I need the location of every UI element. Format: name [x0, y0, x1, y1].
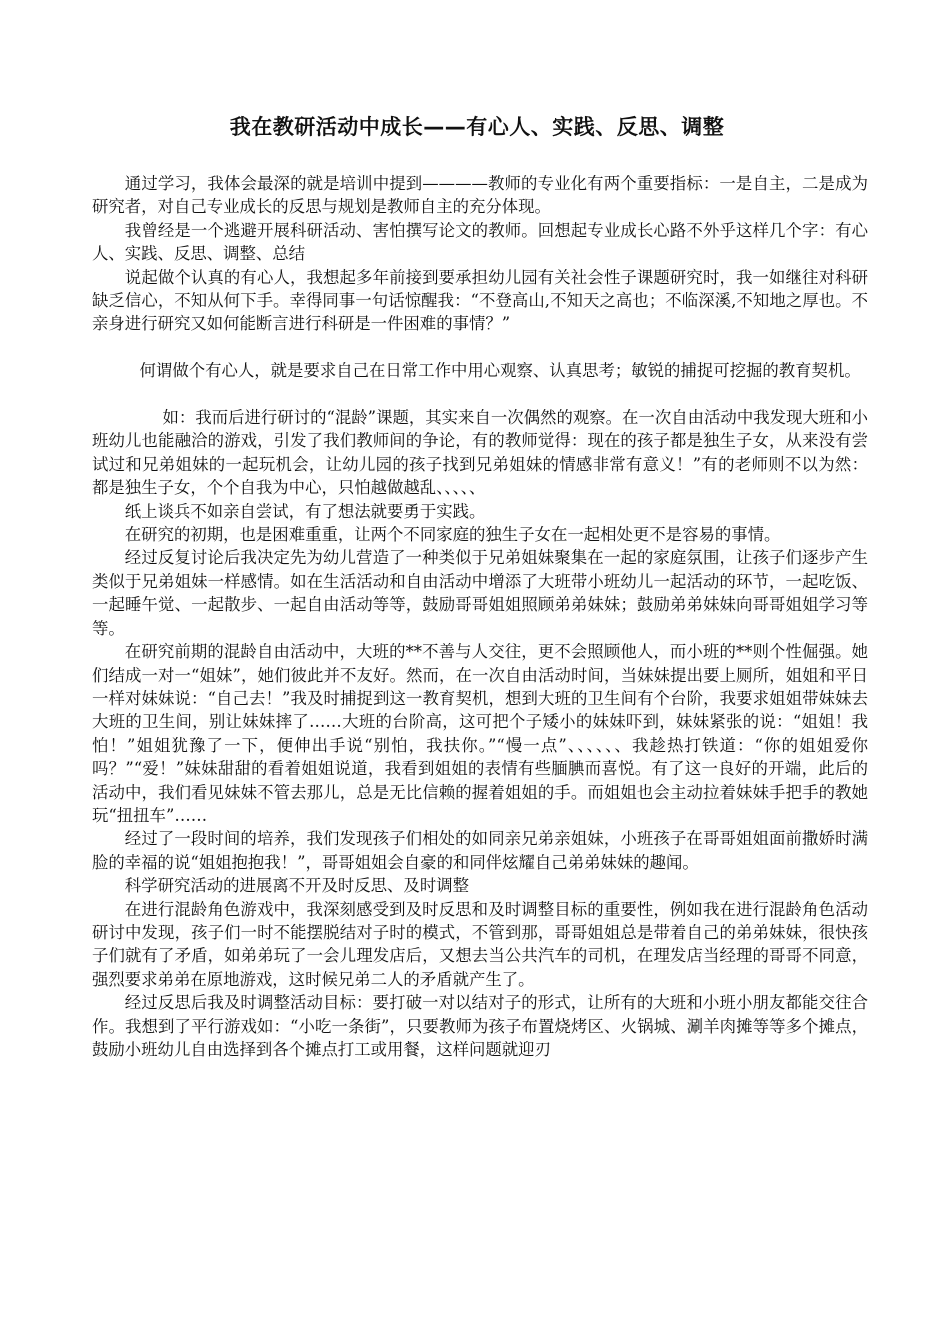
paragraph-6: 纸上谈兵不如亲自尝试，有了想法就要勇于实践。: [124, 501, 486, 521]
paragraph-12: 在进行混龄角色游戏中，我深刻感受到及时反思和及时调整目标的重要性，例如我在进行混龄角色活动研讨中发现，孩子们一时不能摆脱结对子时的模式，不管到那，哥哥姐姐总是带着自己的弟弟妹妹，很快孩子们就有了矛盾，如弟弟玩了一会儿理发店后，又想去当公共汽车的司机，在理发店当经理的哥哥不同意，强烈要求弟弟在原地游戏，这时候兄弟二人的矛盾就产生了。: [92, 899, 868, 989]
blank-line: [92, 336, 868, 359]
paragraph-11: 科学研究活动的进展离不开及时反思、及时调整: [124, 876, 469, 896]
document-title: 我在教研活动中成长——有心人、实践、反思、调整: [229, 115, 725, 139]
paragraph-8: 经过反复讨论后我决定先为幼儿营造了一种类似于兄弟姐妹聚集在一起的家庭氛围，让孩子们逐步产生类似于兄弟姐妹一样感情。如在生活活动和自由活动中增添了大班带小班幼儿一起活动的环节，一起吃饭、一起睡午觉、一起散步、一起自由活动等等，鼓励哥哥姐姐照顾弟弟妹妹；鼓励弟弟妹妹向哥哥姐姐学习等等。: [92, 548, 868, 638]
paragraph-1: 通过学习，我体会最深的就是培训中提到————教师的专业化有两个重要指标：一是自主，二是成为研究者，对自己专业成长的反思与规划是教师自主的充分体现。: [92, 174, 868, 217]
paragraph-3: 说起做个认真的有心人，我想起多年前接到要承担幼儿园有关社会性子课题研究时，我一如继往对科研缺乏信心，不知从何下手。幸得同事一句话惊醒我：“不登高山,不知天之高也；不临深溪,不知地之厚也。不亲身进行研究又如何能断言进行科研是一件困难的事情？”: [92, 267, 868, 334]
blank-line: [92, 383, 868, 406]
paragraph-4: 何谓做个有心人，就是要求自己在日常工作中用心观察、认真思考；敏锐的捕捉可挖掘的教育契机。: [139, 361, 861, 381]
paragraph-10: 经过了一段时间的培养，我们发现孩子们相处的如同亲兄弟亲姐妹，小班孩子在哥哥姐姐面前撒娇时满脸的幸福的说“姐姐抱抱我！”，哥哥姐姐会自豪的和同伴炫耀自己弟弟妹妹的趣闻。: [92, 829, 868, 872]
paragraph-13: 经过反思后我及时调整活动目标：要打破一对以结对子的形式，让所有的大班和小班小朋友都能交往合作。我想到了平行游戏如：“小吃一条街”，只要教师为孩子布置烧烤区、火锅城、涮羊肉摊等等多个摊点，鼓励小班幼儿自由选择到各个摊点打工或用餐，这样问题就迎刃: [92, 993, 868, 1059]
paragraph-2: 我曾经是一个逃避开展科研活动、害怕撰写论文的教师。回想起专业成长心路不外乎这样几个字：有心人、实践、反思、调整、总结: [92, 220, 868, 264]
paragraph-9: 在研究前期的混龄自由活动中，大班的**不善与人交往，更不会照顾他人，而小班的**则个性倔强。她们结成一对一“姐妹”，她们彼此并不友好。然而，在一次自由活动时间，当妹妹提出要上厕所，姐姐和平日一样对妹妹说：“自己去！”我及时捕捉到这一教育契机，想到大班的卫生间有个台阶，我要求姐姐带妹妹去大班的卫生间，别让妹妹摔了……大班的台阶高，这可把个子矮小的妹妹吓到，妹妹紧张的说：“姐姐！我怕！”姐姐犹豫了一下，便伸出手说“别怕，我扶你。”“慢一点”、、、、、、我趁热打铁道：“你的姐姐爱你吗？”“爱！”妹妹甜甜的看着姐姐说道，我看到姐姐的表情有些腼腆而喜悦。有了这一良好的开端，此后的活动中，我们看见妹妹不管去那儿，总是无比信赖的握着姐姐的手。而姐姐也会主动拉着妹妹手把手的教她玩“扭扭车”……: [92, 642, 868, 825]
paragraph-7: 在研究的初期，也是困难重重，让两个不同家庭的独生子女在一起相处更不是容易的事情。: [124, 525, 781, 545]
document-body: [92, 172, 868, 1061]
paragraph-5: 如：我而后进行研讨的“混龄”课题，其实来自一次偶然的观察。在一次自由活动中我发现大班和小班幼儿也能融洽的游戏，引发了我们教师间的争论，有的教师觉得：现在的孩子都是独生子女，从来没有尝试过和兄弟姐妹的一起玩机会，让幼儿园的孩子找到兄弟姐妹的情感非常有意义！”有的老师则不以为然：都是独生子女，个个自我为中心，只怕越做越乱、、、、、: [92, 408, 868, 498]
